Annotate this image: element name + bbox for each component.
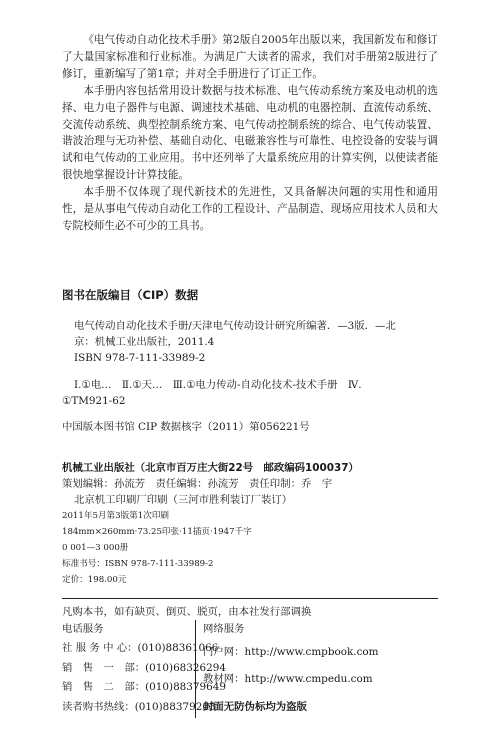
phone-line: 社 服 务 中 心：(010)88361066	[62, 642, 219, 654]
intro-paragraph: 《电气传动自动化技术手册》第2版自2005年出版以来，我国新发布和修订了大量国家标准和行业标准。为满足广大读者的需求，我们对手册第2版进行了修订，重新编写了第1章；并对全手册进行了订正工作。	[62, 34, 438, 80]
phone-line: 销 售 二 部：(010)88379649	[62, 681, 226, 693]
cip-title: 图书在版编目（CIP）数据	[62, 288, 199, 302]
cip-book-line: 京：机械工业出版社，2011.4	[74, 336, 215, 348]
phone-line: 读者购书热线：(010)88379203	[62, 701, 216, 713]
edition-line: 2011年5月第3版第1次印刷	[62, 511, 170, 521]
cip-classification: ①TM921-62	[62, 395, 126, 407]
cip-classification: Ⅰ.①电… Ⅱ.①天… Ⅲ.①电力传动-自动化技术-技术手册 Ⅳ.	[74, 379, 362, 391]
cip-number: 中国版本图书馆 CIP 数据核字（2011）第056221号	[62, 421, 310, 433]
column-divider	[195, 620, 196, 718]
anti-fake-notice: 封面无防伪标均为盗版	[203, 701, 307, 713]
cip-book-line: 电气传动自动化技术手册/天津电气传动设计研究所编著．—3版．—北	[74, 320, 396, 332]
phone-line: 销 售 一 部：(010)68326294	[62, 662, 226, 674]
web-link[interactable]: 门户网：http://www.cmpbook.com	[203, 646, 379, 658]
format-line: 184mm×260mm·73.25印张·11插页·1947千字	[62, 527, 252, 537]
editors-line: 策划编辑：孙流芳 责任编辑：孙流芳 责任印制：乔 宇	[62, 478, 333, 490]
intro-paragraph: 本手册内容包括常用设计数据与技术标准、电气传动系统方案及电动机的选择、电力电子器件与电源、调速技术基础、电动机的电器控制、直流传动系统、交流传动系统、典型控制系统方案、电气传动控制系统的综合、电气传动装置、谐波治理与无功补偿、基础自动化、电磁兼容性与可靠性、电控设备的安装与调试和电气传动的工业应用。书中还列举了大量系统应用的计算实例，以使读者能很快地掌握设计计算技能。	[62, 84, 438, 182]
standard-number: 标准书号：ISBN 978-7-111-33989-2	[62, 559, 214, 569]
web-header: 网络服务	[203, 623, 245, 635]
cip-block	[62, 318, 442, 435]
web-link[interactable]: 教材网：http://www.cmpedu.com	[203, 673, 373, 685]
publisher-name: 机械工业出版社（北京市百万庄大街22号 邮政编码100037）	[62, 462, 359, 474]
publisher-block	[62, 460, 442, 588]
intro-paragraph: 本手册不仅体现了现代新技术的先进性，又具备解决问题的实用性和通用性，是从事电气传动自动化工作的工程设计、产品制造、现场应用技术人员和大专院校师生必不可少的工具书。	[62, 186, 438, 232]
divider	[62, 598, 438, 599]
cip-isbn: ISBN 978-7-111-33989-2	[74, 352, 206, 364]
price-line: 定价：198.00元	[62, 575, 127, 585]
return-notice: 凡购本书，如有缺页、倒页、脱页，由本社发行部调换	[62, 606, 312, 618]
intro-section	[62, 32, 438, 235]
phone-header: 电话服务	[62, 623, 104, 635]
print-run-line: 0 001—3 000册	[62, 543, 129, 553]
printer-line: 北京机工印刷厂印刷（三河市胜利装订厂装订）	[74, 494, 293, 506]
